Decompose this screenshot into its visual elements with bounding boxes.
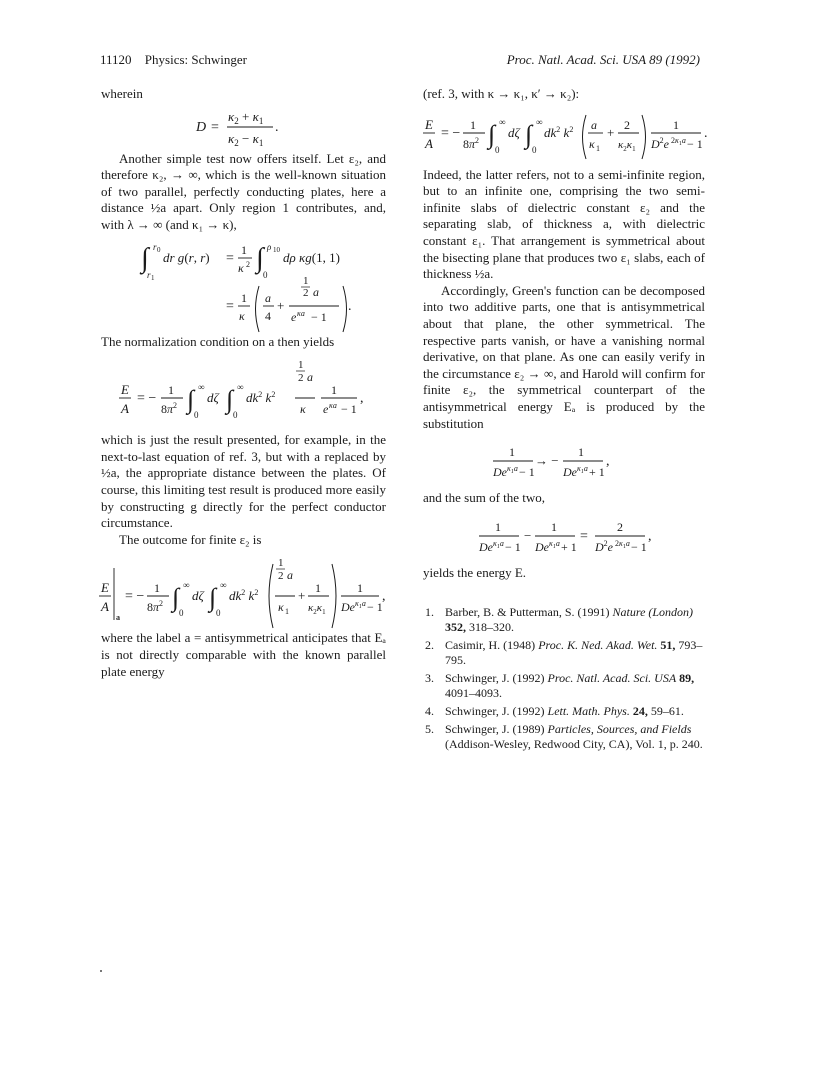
svg-text:0: 0 bbox=[179, 608, 184, 619]
svg-text:1: 1 bbox=[578, 445, 584, 460]
reference-item: 1. Barber, B. & Putterman, S. (1991) Nature (London) 352, 318–320. bbox=[425, 605, 694, 635]
svg-text:+: + bbox=[277, 297, 285, 313]
svg-text:De: De bbox=[479, 539, 493, 554]
svg-text:∞: ∞ bbox=[237, 382, 244, 393]
svg-text:,: , bbox=[360, 391, 364, 407]
svg-text:κ2κ1: $\kappa_2\kappa_1$ bbox=[308, 602, 326, 617]
svg-text:κ1a: $\kappa_1a$ bbox=[493, 538, 504, 550]
svg-text:− 1: − 1 bbox=[631, 539, 647, 554]
equation-d-definition bbox=[101, 103, 386, 151]
svg-text:8π2: $8\pi^2$ bbox=[147, 599, 164, 615]
svg-text:0: 0 bbox=[157, 245, 161, 254]
svg-text:∞: ∞ bbox=[198, 382, 205, 393]
equation-energy-perfect bbox=[101, 350, 386, 432]
svg-text:1: 1 bbox=[331, 383, 337, 398]
paragraph-accordingly: Accordingly, Green's function can be decomposed into two additive parts, one that is antisymmetrical about that plane, the other symmetrical. The respective parts vanish, or have a vanishing normal derivative, on that plane. As one can easily verify in the circumstance ε₂ → ∞, and Harold will confirm for finite ε₂, the symmetrical counterpart of the antisymmetrical energy Eₐ is produced by the substitution bbox=[423, 282, 705, 431]
svg-text:2: 2 bbox=[298, 372, 304, 385]
svg-text:=: = bbox=[226, 298, 234, 314]
svg-text:10: 10 bbox=[273, 245, 280, 254]
svg-text:,: , bbox=[606, 454, 610, 470]
svg-text:2: 2 bbox=[617, 519, 623, 534]
svg-text:∫: ∫ bbox=[488, 119, 496, 149]
svg-text:+: + bbox=[607, 124, 615, 140]
equation-antisymmetric-energy bbox=[101, 548, 386, 630]
svg-text:∫: ∫ bbox=[209, 583, 217, 613]
svg-text:.: . bbox=[704, 125, 708, 141]
svg-text:D2e: $D^2e$ bbox=[651, 135, 669, 151]
svg-text:∞: ∞ bbox=[499, 116, 506, 127]
svg-text:,: , bbox=[382, 589, 386, 605]
paragraph-normalization: The normalization condition on a then yields bbox=[101, 333, 335, 349]
svg-text:0: 0 bbox=[263, 269, 268, 280]
svg-text:D2e: $D^2e$ bbox=[595, 538, 613, 554]
svg-text:dk2 k2: $dk^2$ $k^2$ bbox=[246, 390, 276, 406]
svg-text:e: e bbox=[323, 402, 329, 417]
svg-text:0: 0 bbox=[532, 144, 537, 155]
svg-text:dρ κg(1, 1): dρ κg(1, 1) bbox=[283, 249, 340, 265]
svg-text:1: 1 bbox=[151, 273, 155, 282]
svg-text:=: = bbox=[226, 250, 234, 266]
svg-text:κ1a: $\kappa_1a$ bbox=[549, 538, 560, 550]
svg-text:=: = bbox=[211, 119, 219, 135]
svg-text:0: 0 bbox=[495, 144, 500, 155]
equation-parallel-plate-energy bbox=[423, 103, 708, 163]
svg-text:1: 1 bbox=[357, 581, 363, 596]
svg-text:− 1: − 1 bbox=[341, 402, 357, 417]
svg-text:a: a bbox=[116, 613, 120, 623]
references-list bbox=[423, 605, 705, 752]
svg-text:κa: κa bbox=[297, 308, 305, 318]
svg-text:e: e bbox=[291, 309, 297, 324]
svg-text:8π2: $8\pi^2$ bbox=[463, 135, 480, 151]
equation-integral-g bbox=[101, 234, 386, 330]
svg-text:∫: ∫ bbox=[187, 385, 195, 415]
svg-text:1: 1 bbox=[315, 581, 321, 596]
reference-item: 3. Schwinger, J. (1992) Proc. Natl. Acad. Sci. USA 89, 4091–4093. bbox=[425, 671, 695, 701]
svg-text:2: 2 bbox=[303, 286, 309, 299]
svg-text:a: a bbox=[287, 568, 293, 583]
paragraph-ref3: (ref. 3, with κ → κ₁, κ′ → κ₂): bbox=[423, 86, 580, 101]
svg-text:dζ: dζ bbox=[207, 390, 219, 406]
svg-text:− 1: − 1 bbox=[311, 309, 327, 324]
svg-text:= −: = − bbox=[125, 589, 145, 605]
equation-substitution bbox=[423, 432, 705, 490]
svg-text:1: 1 bbox=[241, 242, 247, 257]
svg-text:dr g(r, r): dr g(r, r) bbox=[163, 249, 210, 265]
journal-citation: Proc. Natl. Acad. Sci. USA 89 (1992) bbox=[506, 52, 700, 67]
svg-text:2κ1a: $2\kappa_1a$ bbox=[671, 135, 686, 147]
svg-text:a: a bbox=[307, 370, 313, 385]
paragraph-indeed: Indeed, the latter refers, not to a semi-infinite region, but to an infinite one, comprising the two semi-infinite slabs of dielectric constant ε₂ and the separating slab, of thickness a, with dielectric constant ε₁. That arrangement is symmetrical about the bisecting plane that produces two ε₁ slabs, each of thickness ½a. bbox=[423, 166, 705, 282]
svg-text:− 1: − 1 bbox=[505, 539, 521, 554]
paragraph-simple-test: Another simple test now offers itself. Let ε₂, and therefore κ₂, → ∞, which is the well-known situation of two parallel, perfectly conducting plates, here a distance ½a apart. Only region 1 contributes, and, with λ → ∞ (and κ₁ → κ), bbox=[101, 150, 386, 232]
section-title: Physics: Schwinger bbox=[144, 52, 247, 67]
svg-text:0: 0 bbox=[194, 410, 199, 421]
svg-text:0: 0 bbox=[233, 410, 238, 421]
svg-text:− 1: − 1 bbox=[687, 136, 703, 151]
svg-text:∫: ∫ bbox=[256, 242, 264, 274]
header-left bbox=[100, 52, 247, 69]
svg-text:∫: ∫ bbox=[226, 385, 234, 415]
paragraph-yields: yields the energy E. bbox=[423, 564, 527, 580]
svg-text:+ 1: + 1 bbox=[589, 465, 605, 480]
svg-text:De: De bbox=[493, 465, 507, 480]
svg-text:2: 2 bbox=[246, 259, 250, 269]
svg-text:1: 1 bbox=[596, 143, 600, 153]
svg-text:1: 1 bbox=[470, 117, 476, 132]
svg-text:ρ: ρ bbox=[267, 241, 272, 252]
svg-text:De: De bbox=[535, 539, 549, 554]
right-column bbox=[423, 86, 708, 755]
svg-text:κ2κ1: $\kappa_2\kappa_1$ bbox=[618, 138, 636, 153]
svg-text:1: 1 bbox=[673, 117, 679, 132]
svg-text:A: A bbox=[121, 401, 129, 417]
svg-text:κ1a: $\kappa_1a$ bbox=[577, 464, 588, 476]
svg-text:κ: κ bbox=[589, 136, 595, 151]
svg-text:κ2 + κ1: $\kappa_2 + \kappa_1$ bbox=[228, 108, 264, 126]
svg-text:,: , bbox=[648, 528, 652, 544]
svg-text:+ 1: + 1 bbox=[561, 539, 577, 554]
svg-text:1: 1 bbox=[241, 290, 247, 305]
svg-text:De: De bbox=[341, 600, 355, 615]
svg-text:1: 1 bbox=[509, 445, 515, 460]
svg-text:1: 1 bbox=[551, 519, 557, 534]
svg-text:dζ: dζ bbox=[192, 588, 204, 604]
svg-text:κ: κ bbox=[239, 308, 245, 323]
svg-text:E: E bbox=[121, 382, 129, 398]
svg-text:a: a bbox=[265, 290, 271, 305]
svg-text:r: r bbox=[153, 241, 157, 252]
svg-text:− 1: − 1 bbox=[519, 465, 535, 480]
svg-text:E: E bbox=[425, 116, 433, 132]
svg-text:−: − bbox=[524, 527, 532, 543]
page-number: 11120 bbox=[100, 52, 132, 67]
svg-text:8π2: $8\pi^2$ bbox=[161, 401, 178, 417]
svg-text:a: a bbox=[313, 284, 319, 299]
svg-text:∞: ∞ bbox=[220, 580, 227, 591]
svg-text:r: r bbox=[147, 269, 151, 280]
svg-text:dk2 k2: $dk^2$ $k^2$ bbox=[229, 588, 259, 604]
svg-text:∫: ∫ bbox=[141, 242, 149, 274]
svg-text:∞: ∞ bbox=[183, 580, 190, 591]
svg-text:E: E bbox=[101, 580, 109, 596]
svg-text:1: 1 bbox=[285, 607, 289, 617]
svg-text:∫: ∫ bbox=[525, 119, 533, 149]
svg-text:0: 0 bbox=[216, 608, 221, 619]
reference-item: 4. Schwinger, J. (1992) Lett. Math. Phys. 24, 59–61. bbox=[425, 704, 684, 719]
left-column bbox=[101, 86, 386, 680]
paragraph-sum: and the sum of the two, bbox=[423, 490, 546, 506]
reference-item: 5. Schwinger, J. (1989) Particles, Sources, and Fields (Addison-Wesley, Redwood City, CA), Vol. 1, p. 240. bbox=[425, 722, 703, 752]
svg-text:A: A bbox=[425, 135, 433, 151]
paragraph-label-a: where the label a = antisymmetrical anticipates that Eₐ is not directly comparable with the known parallel plate energy bbox=[101, 630, 386, 679]
svg-text:=: = bbox=[580, 528, 588, 544]
svg-text:D: D bbox=[196, 119, 207, 135]
svg-text:1: 1 bbox=[495, 519, 501, 534]
paragraph-result: which is just the result presented, for example, in the next-to-last equation of ref. 3, but with a replaced by ½a, the appropriate distance between the plates. Of course, this limiting test result is produced more easily by constructing g directly for the perfect conductor circumstance. bbox=[101, 432, 386, 531]
svg-text:κ2 − κ1: $\kappa_2 - \kappa_1$ bbox=[228, 130, 264, 148]
svg-text:2: 2 bbox=[278, 570, 284, 583]
svg-text:1: 1 bbox=[154, 581, 160, 596]
scan-speck bbox=[100, 970, 102, 972]
svg-text:κ1a: $\kappa_1a$ bbox=[507, 464, 518, 476]
svg-text:∫: ∫ bbox=[172, 583, 180, 613]
svg-text:→ −: → − bbox=[535, 453, 559, 469]
svg-text:2κ1a: $2\kappa_1a$ bbox=[615, 538, 630, 550]
svg-text:= −: = − bbox=[137, 391, 157, 407]
svg-text:1: 1 bbox=[303, 274, 309, 287]
svg-text:κ1a: $\kappa_1a$ bbox=[355, 599, 366, 611]
svg-text:A: A bbox=[101, 599, 109, 615]
svg-text:.: . bbox=[275, 119, 279, 135]
svg-text:.: . bbox=[348, 298, 352, 314]
svg-text:1: 1 bbox=[298, 359, 304, 372]
svg-text:De: De bbox=[563, 465, 577, 480]
paragraph-outcome: The outcome for finite ε₂ is bbox=[119, 531, 262, 547]
svg-text:κ: κ bbox=[238, 260, 244, 275]
svg-text:dζ: dζ bbox=[508, 124, 520, 140]
svg-text:2: 2 bbox=[624, 117, 630, 132]
wherein-text: wherein bbox=[101, 86, 143, 101]
svg-text:κa: κa bbox=[329, 401, 337, 411]
svg-text:κ: κ bbox=[300, 402, 306, 417]
svg-text:− 1: − 1 bbox=[367, 600, 383, 615]
svg-text:∞: ∞ bbox=[536, 116, 543, 127]
svg-text:= −: = − bbox=[441, 125, 461, 141]
svg-text:a: a bbox=[591, 117, 597, 132]
svg-text:1: 1 bbox=[168, 383, 174, 398]
equation-sum bbox=[423, 507, 705, 565]
svg-text:+: + bbox=[298, 588, 306, 604]
svg-text:4: 4 bbox=[265, 308, 271, 323]
svg-text:1: 1 bbox=[278, 557, 284, 570]
svg-text:dk2 k2: $dk^2$ $k^2$ bbox=[544, 124, 574, 140]
svg-text:κ: κ bbox=[278, 600, 284, 615]
running-header bbox=[100, 52, 700, 72]
reference-item: 2. Casimir, H. (1948) Proc. K. Ned. Akad. Wet. 51, 793–795. bbox=[425, 638, 703, 668]
